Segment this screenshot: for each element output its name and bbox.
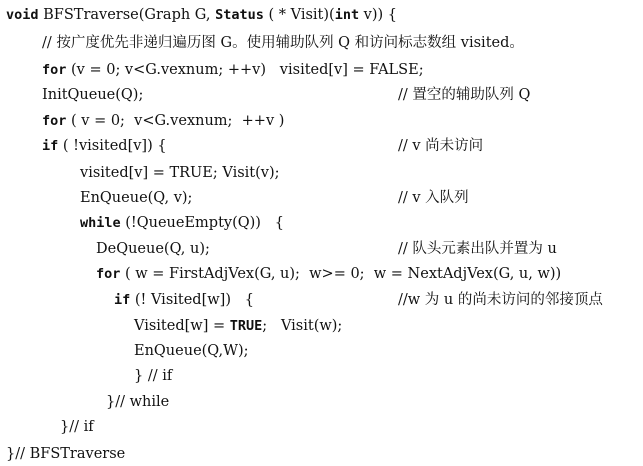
code-keyword: if bbox=[42, 138, 59, 154]
code-comment: //w 为 u 的尚未访问的邻接顶点 bbox=[398, 292, 603, 308]
code-text: ( !visited[v]) { bbox=[58, 138, 167, 154]
code-keyword: while bbox=[80, 215, 121, 231]
code-keyword: for bbox=[96, 266, 121, 282]
code-comment: // 按广度优先非递归遍历图 G。使用辅助队列 Q 和访问标志数组 visited。 bbox=[42, 35, 524, 51]
code-text: ( * Visit)( bbox=[263, 7, 335, 23]
code-keyword: void bbox=[6, 7, 39, 23]
code-line bbox=[42, 61, 424, 79]
code-text: v)) { bbox=[359, 7, 398, 23]
code-text: (! Visited[w]) { bbox=[130, 292, 255, 308]
code-text: BFSTraverse(Graph G, bbox=[38, 7, 216, 23]
code-keyword: for bbox=[42, 113, 67, 129]
code-text: } // if bbox=[134, 368, 173, 384]
code-text: Visited[w] = bbox=[134, 318, 230, 334]
code-comment: // v 入队列 bbox=[398, 190, 469, 206]
code-text: (!QueueEmpty(Q)) { bbox=[120, 215, 285, 231]
code-line bbox=[96, 265, 561, 283]
code-line bbox=[60, 418, 94, 436]
code-line bbox=[42, 112, 284, 130]
code-keyword: for bbox=[42, 62, 67, 78]
code-text: ; Visit(w); bbox=[262, 318, 343, 334]
code-line bbox=[114, 291, 254, 309]
code-comment: // v 尚未访问 bbox=[398, 138, 484, 154]
code-line bbox=[42, 137, 167, 155]
code-line bbox=[134, 367, 172, 385]
code-text: ( v = 0; v<G.vexnum; ++v ) bbox=[66, 113, 285, 129]
code-text: ( w = FirstAdjVex(G, u); w>= 0; w = NextAdjVex(G, u, w)) bbox=[120, 266, 562, 282]
code-keyword: Status bbox=[215, 7, 264, 23]
code-text: (v = 0; v<G.vexnum; ++v) visited[v] = FALSE; bbox=[66, 62, 424, 78]
code-text: }// BFSTraverse bbox=[6, 446, 126, 462]
code-text: visited[v] = TRUE; Visit(v); bbox=[80, 165, 280, 181]
code-keyword: if bbox=[114, 292, 131, 308]
code-line bbox=[106, 393, 169, 411]
code-text: }// while bbox=[106, 394, 170, 410]
code-text: InitQueue(Q); bbox=[42, 87, 144, 103]
code-text: EnQueue(Q,W); bbox=[134, 343, 249, 359]
code-line bbox=[96, 240, 210, 258]
code-line bbox=[6, 445, 125, 463]
code-keyword: int bbox=[334, 7, 360, 23]
code-line bbox=[80, 164, 280, 182]
code-keyword: TRUE bbox=[229, 318, 263, 334]
code-comment: // 队头元素出队并置为 u bbox=[398, 241, 557, 257]
code-line bbox=[6, 6, 397, 24]
code-line bbox=[42, 86, 143, 104]
code-comment: // 置空的辅助队列 Q bbox=[398, 87, 531, 103]
code-line bbox=[42, 34, 524, 52]
code-line bbox=[80, 214, 284, 232]
code-line bbox=[134, 317, 342, 335]
code-text: DeQueue(Q, u); bbox=[96, 241, 210, 257]
code-line bbox=[80, 189, 192, 207]
code-text: }// if bbox=[60, 419, 94, 435]
code-line bbox=[134, 342, 249, 360]
code-text: EnQueue(Q, v); bbox=[80, 190, 193, 206]
